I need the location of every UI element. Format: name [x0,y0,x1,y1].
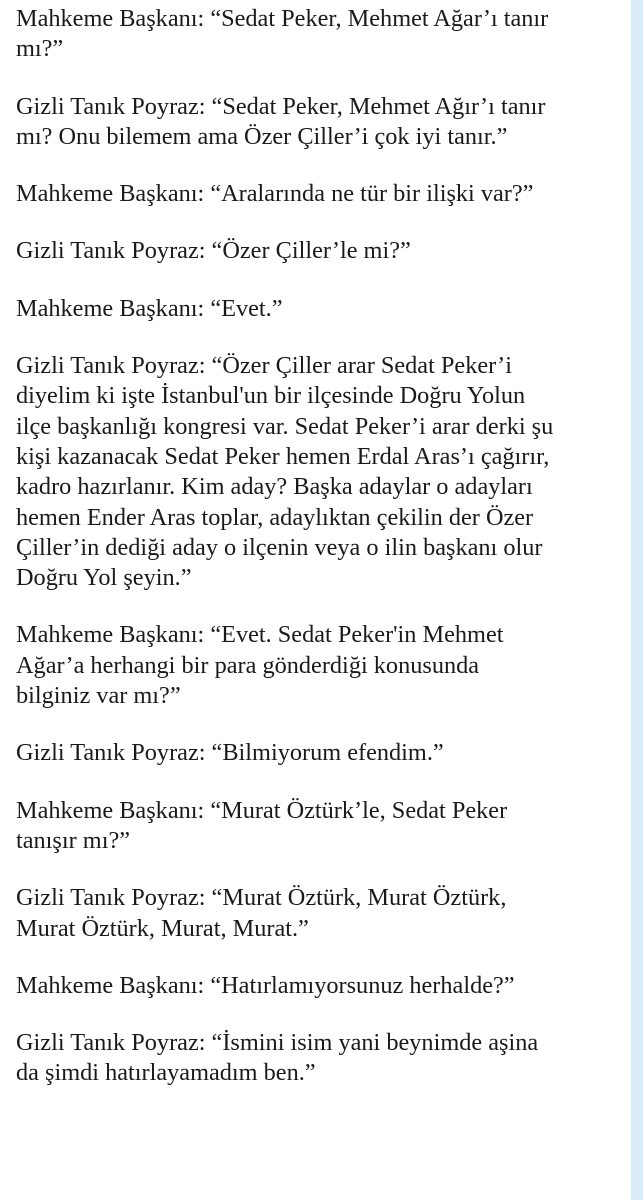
transcript-line: Mahkeme Başkanı: “Aralarında ne tür bir ilişki var?” [16,180,534,208]
transcript-line: Gizli Tanık Poyraz: “İsmini isim yani beynimde aşina [16,1029,539,1057]
transcript-line: Mahkeme Başkanı: “Evet.” [16,294,283,322]
transcript-paragraph [16,4,631,65]
transcript-line: Mahkeme Başkanı: “Evet. Sedat Peker'in Mehmet [16,621,504,649]
transcript-line: Doğru Yol şeyin.” [16,564,192,592]
transcript-paragraph [16,1028,631,1089]
transcript-paragraph [16,236,631,266]
transcript-paragraph [16,971,631,1001]
transcript-line: da şimdi hatırlayamadım ben.” [16,1059,316,1087]
transcript-paragraph [16,620,631,711]
transcript-line: mı? Onu bilemem ama Özer Çiller’i çok iyi tanır.” [16,122,508,150]
transcript-paragraph [16,883,631,944]
scrollbar-track[interactable] [631,0,643,1200]
transcript-line: Çiller’in dediği aday o ilçenin veya o ilin başkanı olur [16,533,543,561]
transcript-line: kişi kazanacak Sedat Peker hemen Erdal Aras’ı çağırır, [16,442,550,470]
transcript-line: mı?” [16,35,64,63]
transcript-line: ilçe başkanlığı kongresi var. Sedat Peker’i arar derki şu [16,412,554,440]
transcript-paragraph [16,294,631,324]
transcript-paragraph [16,92,631,153]
transcript-line: Mahkeme Başkanı: “Murat Öztürk’le, Sedat Peker [16,796,508,824]
transcript-line: Gizli Tanık Poyraz: “Bilmiyorum efendim.” [16,739,444,767]
transcript-line: Ağar’a herhangi bir para gönderdiği konusunda [16,651,480,679]
transcript-line: Gizli Tanık Poyraz: “Sedat Peker, Mehmet Ağır’ı tanır [16,92,546,120]
transcript-line: hemen Ender Aras toplar, adaylıktan çekilin der Özer [16,503,534,531]
transcript-line: Gizli Tanık Poyraz: “Murat Öztürk, Murat Öztürk, [16,884,507,912]
transcript-paragraph [16,796,631,857]
transcript-line: kadro hazırlanır. Kim aday? Başka adaylar o adayları [16,473,533,501]
transcript-line: tanışır mı?” [16,826,131,854]
transcript-line: Mahkeme Başkanı: “Sedat Peker, Mehmet Ağar’ı tanır [16,5,549,32]
transcript-line: bilginiz var mı?” [16,682,181,710]
transcript-paragraph [16,738,631,768]
transcript-line: Gizli Tanık Poyraz: “Özer Çiller’le mi?” [16,237,411,265]
transcript-paragraph [16,179,631,209]
transcript-line: diyelim ki işte İstanbul'un bir ilçesinde Doğru Yolun [16,382,526,410]
transcript-line: Gizli Tanık Poyraz: “Özer Çiller arar Sedat Peker’i [16,352,512,380]
transcript-line: Mahkeme Başkanı: “Hatırlamıyorsunuz herhalde?” [16,971,515,999]
transcript-line: Murat Öztürk, Murat, Murat.” [16,914,309,942]
transcript-paragraph [16,351,631,593]
